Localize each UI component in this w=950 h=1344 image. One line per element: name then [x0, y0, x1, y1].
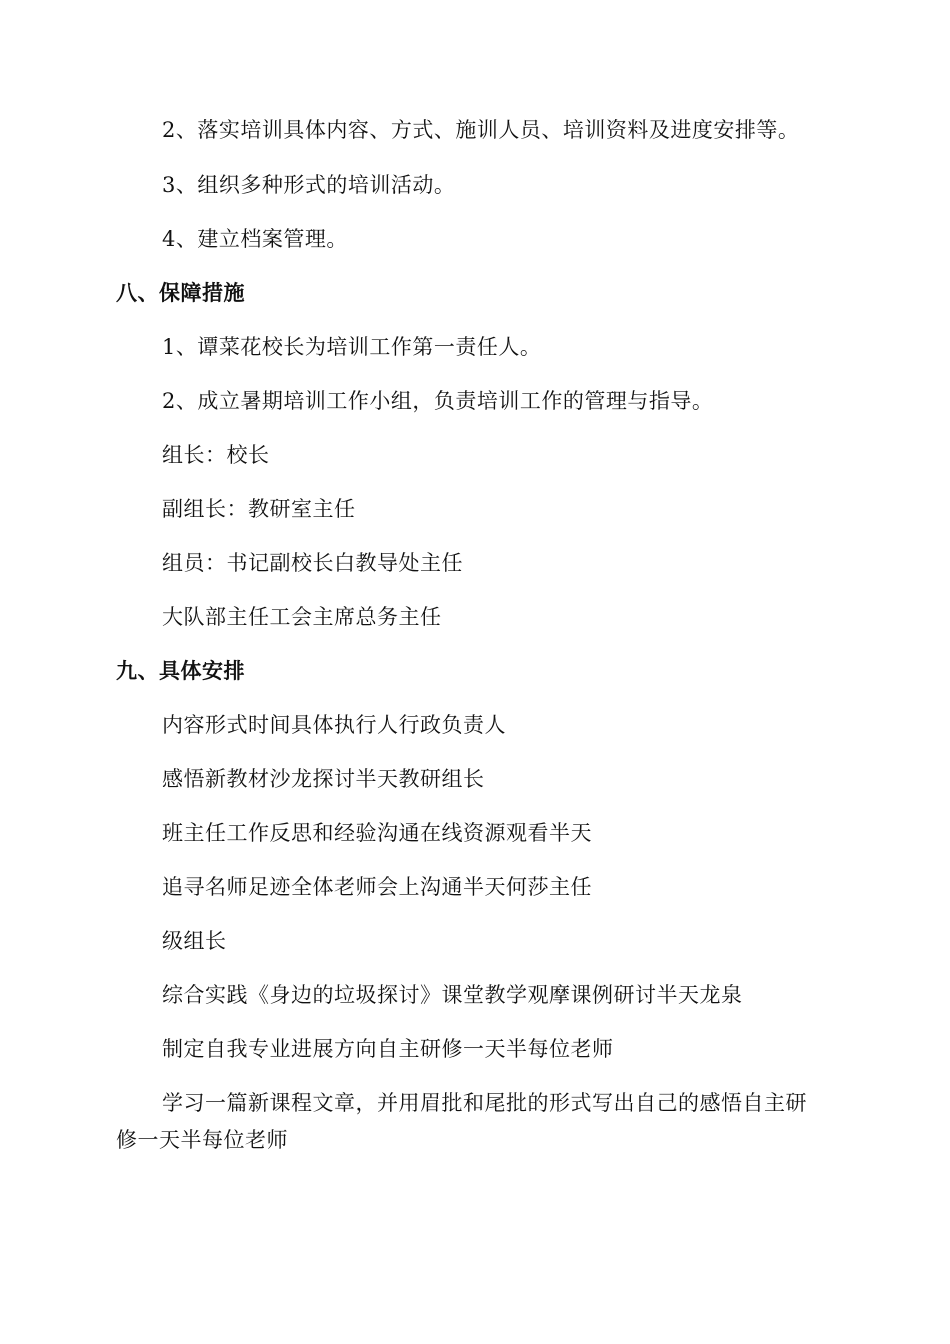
paragraph: 2、成立暑期培训工作小组，负责培训工作的管理与指导。: [162, 389, 714, 413]
list-item-4: 4、建立档案管理。: [162, 227, 348, 251]
paragraph: 组长：校长: [162, 443, 270, 467]
list-item: 内容形式时间具体执行人行政负责人: [162, 713, 506, 737]
list-item-2: 2、落实培训具体内容、方式、施训人员、培训资料及进度安排等。: [162, 118, 800, 142]
paragraph-wrapped-continuation: 修一天半每位老师: [116, 1128, 288, 1152]
paragraph: 副组长：教研室主任: [162, 497, 356, 521]
paragraph: 大队部主任工会主席总务主任: [162, 605, 442, 629]
list-item: 班主任工作反思和经验沟通在线资源观看半天: [162, 821, 592, 845]
paragraph: 1、谭菜花校长为培训工作第一责任人。: [162, 335, 542, 359]
section-heading-8: 八、保障措施: [116, 281, 245, 305]
list-item: 制定自我专业进展方向自主研修一天半每位老师: [162, 1037, 614, 1061]
list-item-3: 3、组织多种形式的培训活动。: [162, 173, 456, 197]
section-heading-9: 九、具体安排: [116, 659, 245, 683]
paragraph: 组员：书记副校长白教导处主任: [162, 551, 463, 575]
list-item: 综合实践《身边的垃圾探讨》课堂教学观摩课例研讨半天龙泉: [162, 983, 743, 1007]
list-item: 追寻名师足迹全体老师会上沟通半天何莎主任: [162, 875, 592, 899]
list-item: 级组长: [162, 929, 227, 953]
list-item: 感悟新教材沙龙探讨半天教研组长: [162, 767, 485, 791]
paragraph-wrapped: 学习一篇新课程文章，并用眉批和尾批的形式写出自己的感悟自主研: [162, 1091, 807, 1115]
